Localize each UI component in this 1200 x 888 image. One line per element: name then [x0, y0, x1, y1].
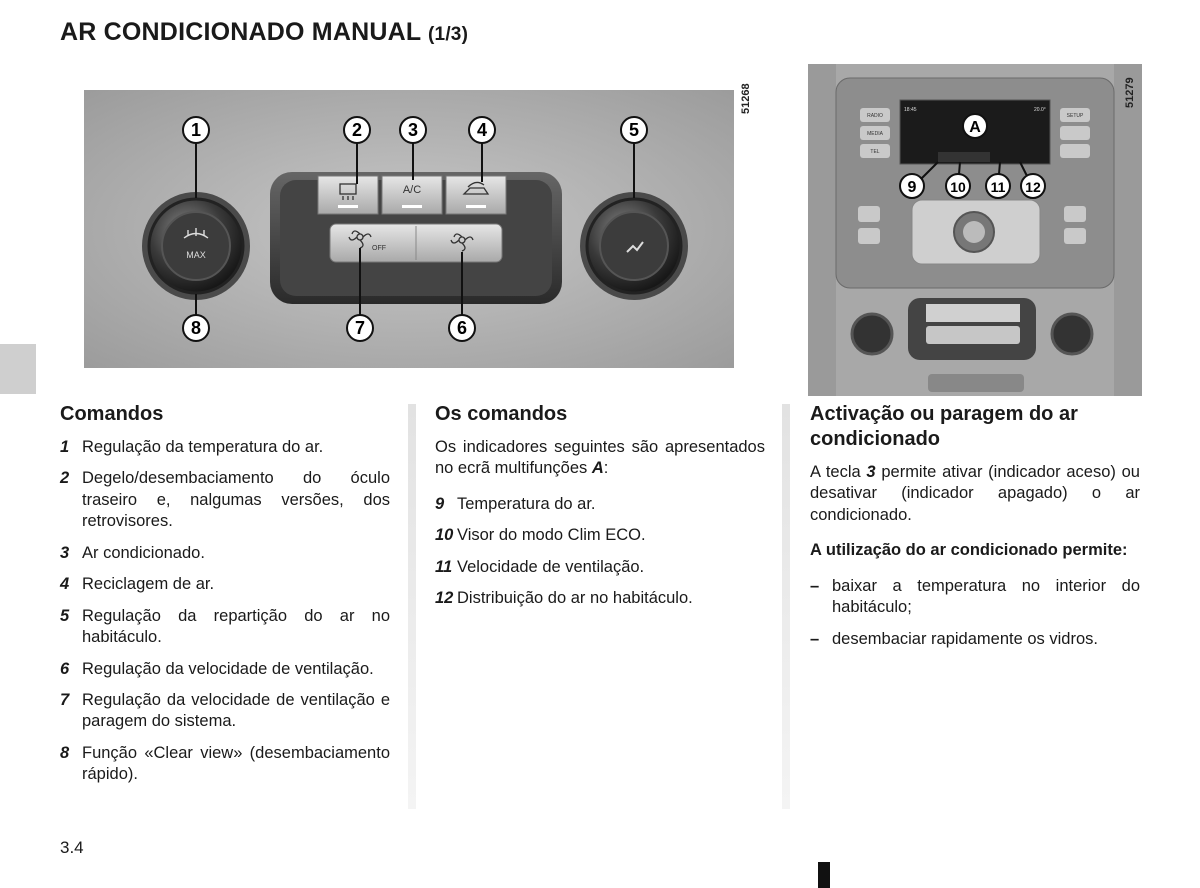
callout-12 [1021, 174, 1045, 198]
climate-panel-figure [84, 90, 734, 368]
svg-text:10: 10 [950, 179, 966, 195]
indicators-heading: Os comandos [435, 403, 568, 425]
indicators-intro: Os indicadores seguintes são apresentados no ecrã multifunções A: [435, 438, 765, 478]
max-label: MAX [186, 250, 206, 260]
svg-text:20.0°: 20.0° [1034, 107, 1046, 113]
page-number: 3.4 [60, 838, 84, 857]
svg-text:12: 12 [1025, 179, 1041, 195]
callout-2 [344, 117, 370, 143]
indicators-column [435, 402, 765, 620]
radio-label: RADIO [867, 113, 883, 119]
page-marker [818, 862, 830, 888]
list-item: 4 Reciclagem de ar. [60, 575, 215, 594]
list-item: 3 Ar condicionado. [60, 543, 205, 562]
activation-heading: Activação ou paragem do ar condicionado [810, 403, 1078, 450]
figure2-reference: 51279 [1124, 77, 1136, 108]
off-label: OFF [372, 245, 386, 252]
list-item: 7 Regulação da velocidade de ventilação e paragem do sistema. [60, 690, 390, 731]
callout-7 [347, 315, 373, 341]
callout-A [963, 114, 987, 138]
list-item: 8 Função «Clear view» (desembaciamento rápido). [60, 743, 390, 784]
svg-text:11: 11 [990, 179, 1006, 195]
column-divider [408, 404, 416, 809]
list-item: 10 Visor do modo Clim ECO. [435, 526, 646, 545]
list-item: 6 Regulação da velocidade de ventilação. [60, 659, 374, 678]
callout-6 [449, 315, 475, 341]
svg-text:4: 4 [476, 120, 488, 140]
list-item: 9 Temperatura do ar. [435, 494, 596, 513]
svg-text:9: 9 [907, 179, 917, 196]
svg-text:18:45: 18:45 [904, 107, 917, 113]
svg-text:1: 1 [190, 120, 202, 140]
list-item: 2 Degelo/desembaciamento do óculo traseiro e, nalgumas versões, dos retrovisores. [60, 469, 390, 531]
dashboard-figure [808, 64, 1142, 396]
callout-8 [183, 315, 209, 341]
callout-5 [621, 117, 647, 143]
svg-text:6: 6 [456, 318, 468, 338]
title-part: (1/3) [428, 24, 469, 45]
callout-11 [986, 174, 1010, 198]
usage-subheading: A utilização do ar condicionado permite: [810, 541, 1128, 560]
list-item: 5 Regulação da repartição do ar no habitáculo. [60, 606, 390, 647]
figure1-reference: 51268 [740, 83, 752, 114]
dashboard-illustration [808, 64, 1142, 396]
activation-column [810, 402, 1140, 660]
commands-column [60, 402, 390, 796]
section-tab [0, 344, 36, 394]
tel-label: TEL [870, 149, 880, 155]
callout-10 [946, 174, 970, 198]
svg-text:A: A [969, 119, 981, 136]
commands-heading: Comandos [60, 403, 164, 425]
list-item: 12 Distribuição do ar no habitáculo. [435, 589, 693, 608]
callout-4 [469, 117, 495, 143]
callout-3 [400, 117, 426, 143]
svg-text:3: 3 [407, 120, 419, 140]
svg-text:8: 8 [190, 318, 202, 338]
bullet-item: – baixar a temperatura no interior do habitáculo; [810, 576, 1140, 617]
svg-text:2: 2 [351, 120, 363, 140]
list-item: 11 Velocidade de ventilação. [435, 557, 645, 576]
media-label: MEDIA [867, 131, 883, 137]
activation-paragraph: A tecla 3 permite ativar (indicador aceso) ou desativar (indicador apagado) o ar condicionado. [810, 463, 1140, 524]
callout-9 [900, 174, 924, 198]
climate-panel-illustration [84, 90, 734, 368]
svg-text:7: 7 [354, 318, 366, 338]
bullet-item: – desembaciar rapidamente os vidros. [810, 629, 1098, 648]
callout-1 [183, 117, 209, 143]
setup-label: SETUP [1066, 113, 1084, 119]
ac-label: A/C [402, 184, 422, 196]
column-divider [782, 404, 790, 809]
page-title: AR CONDICIONADO MANUAL (1/3) [60, 18, 469, 46]
list-item: 1 Regulação da temperatura do ar. [60, 438, 324, 456]
svg-text:5: 5 [628, 120, 640, 140]
